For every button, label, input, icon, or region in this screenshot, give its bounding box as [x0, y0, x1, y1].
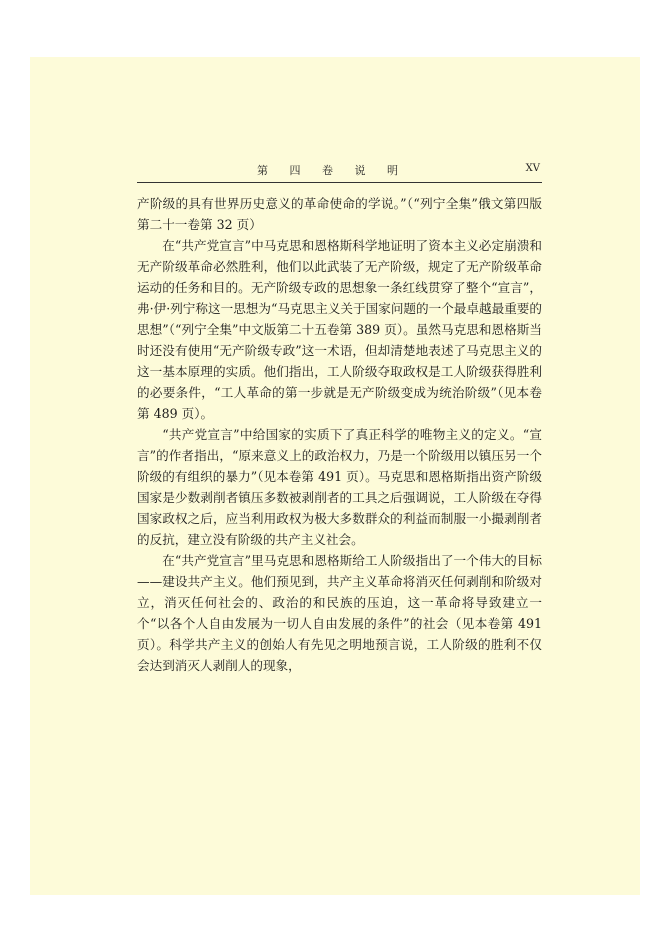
running-title: 第 四 卷 说 明 [257, 164, 407, 177]
page-header [137, 160, 542, 183]
paragraph: “共产党宣言”中给国家的实质下了真正科学的唯物主义的定义。“宣言”的作者指出，“原来意义上的政治权力，乃是一个阶级用以镇压另一个阶级的有组织的暴力”（见本卷第 491 页）。马克思和恩格斯指出资产阶级国家是少数剥削者镇压多数被剥削者的工具之后强调说，工人阶级在夺得国家政权之后，应当利用政权为极大多数群众的利益而制服一小撮剥削者的反抗，建立没有阶级的共产主义社会。 [137, 427, 542, 547]
page-number: XV [525, 163, 540, 174]
paragraph-continued: 产阶级的具有世界历史意义的革命使命的学说。”（“列宁全集”俄文第四版第二十一卷第 32 页） [137, 196, 542, 232]
paragraph: 在“共产党宣言”中马克思和恩格斯科学地证明了资本主义必定崩溃和无产阶级革命必然胜利，他们以此武装了无产阶级，规定了无产阶级革命运动的任务和目的。无产阶级专政的思想象一条红线贯穿了整个“宣言”，弗·伊·列宁称这一思想为“马克思主义关于国家问题的一个最卓越最重要的思想”（“列宁全集”中文版第二十五卷第 389 页）。虽然马克思和恩格斯当时还没有使用“无产阶级专政”这一术语，但却清楚地表述了马克思主义的这一基本原理的实质。他们指出，工人阶级夺取政权是工人阶级获得胜利的必要条件，“工人革命的第一步就是无产阶级变成为统治阶级”（见本卷第 489 页）。 [137, 238, 542, 421]
body-text [137, 193, 542, 676]
paragraph: 在“共产党宣言”里马克思和恩格斯给工人阶级指出了一个伟大的目标——建设共产主义。他们预见到，共产主义革命将消灭任何剥削和阶级对立，消灭任何社会的、政治的和民族的压迫，这一革命将导致建立一个“以各个人自由发展为一切人自由发展的条件”的社会（见本卷第 491 页）。科学共产主义的创始人有先见之明地预言说，工人阶级的胜利不仅会达到消灭人剥削人的现象， [137, 553, 542, 673]
